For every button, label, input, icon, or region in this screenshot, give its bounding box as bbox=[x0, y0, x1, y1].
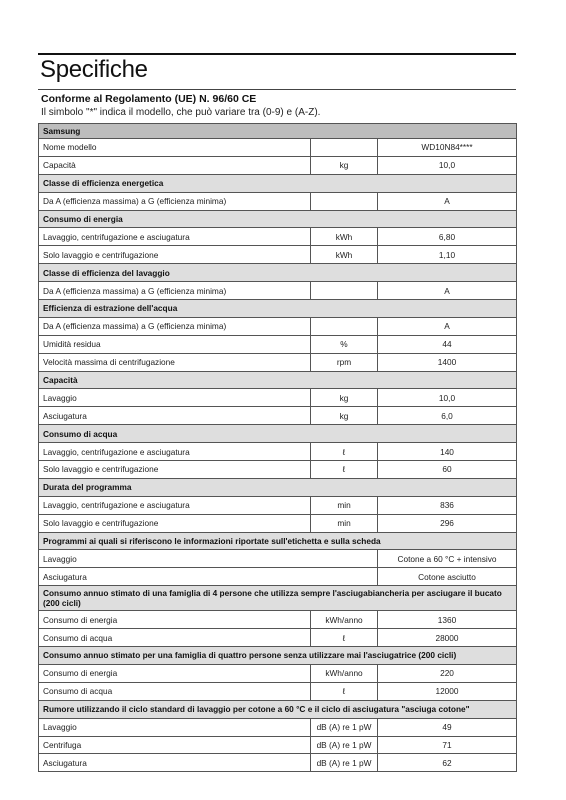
spec-value: 28000 bbox=[378, 629, 517, 647]
spec-unit: dB (A) re 1 pW bbox=[311, 718, 378, 736]
spec-unit: kg bbox=[311, 407, 378, 425]
spec-unit bbox=[311, 282, 378, 300]
spec-label: Lavaggio, centrifugazione e asciugatura bbox=[39, 443, 311, 461]
spec-label: Consumo di energia bbox=[39, 664, 311, 682]
spec-row bbox=[39, 282, 517, 300]
spec-unit bbox=[311, 139, 378, 157]
spec-row bbox=[39, 496, 517, 514]
spec-label: Da A (efficienza massima) a G (efficienza minima) bbox=[39, 282, 311, 300]
section-header: Programmi ai quali si riferiscono le informazioni riportate sull'etichetta e sulla scheda bbox=[39, 532, 517, 550]
spec-label: Consumo di acqua bbox=[39, 682, 311, 700]
spec-unit: dB (A) re 1 pW bbox=[311, 754, 378, 772]
spec-value: 10,0 bbox=[378, 389, 517, 407]
spec-label: Capacità bbox=[39, 156, 311, 174]
spec-label: Consumo di acqua bbox=[39, 629, 311, 647]
section-header-row bbox=[39, 264, 517, 282]
brand-label: Samsung bbox=[39, 124, 517, 139]
spec-value: 62 bbox=[378, 754, 517, 772]
spec-unit bbox=[311, 192, 378, 210]
section-header-row bbox=[39, 532, 517, 550]
spec-value: A bbox=[378, 317, 517, 335]
spec-unit: ℓ bbox=[311, 629, 378, 647]
spec-row bbox=[39, 461, 517, 479]
spec-label: Lavaggio bbox=[39, 718, 311, 736]
spec-label: Solo lavaggio e centrifugazione bbox=[39, 514, 311, 532]
spec-unit bbox=[311, 317, 378, 335]
spec-label: Velocità massima di centrifugazione bbox=[39, 353, 311, 371]
section-header: Durata del programma bbox=[39, 478, 517, 496]
spec-value: A bbox=[378, 282, 517, 300]
spec-unit: min bbox=[311, 496, 378, 514]
spec-unit: ℓ bbox=[311, 682, 378, 700]
spec-label: Consumo di energia bbox=[39, 611, 311, 629]
spec-row bbox=[39, 139, 517, 157]
spec-value: 12000 bbox=[378, 682, 517, 700]
section-header-row bbox=[39, 586, 517, 611]
brand-row bbox=[39, 124, 517, 139]
spec-unit: ℓ bbox=[311, 443, 378, 461]
spec-row bbox=[39, 156, 517, 174]
page-title: Specifiche bbox=[38, 53, 516, 90]
spec-value: Cotone a 60 °C + intensivo bbox=[378, 550, 517, 568]
section-header-row bbox=[39, 210, 517, 228]
spec-unit: min bbox=[311, 514, 378, 532]
spec-value: 1400 bbox=[378, 353, 517, 371]
spec-label: Lavaggio bbox=[39, 389, 311, 407]
spec-label: Solo lavaggio e centrifugazione bbox=[39, 246, 311, 264]
section-header: Consumo di acqua bbox=[39, 425, 517, 443]
spec-row bbox=[39, 407, 517, 425]
spec-label: Asciugatura bbox=[39, 568, 378, 586]
spec-row bbox=[39, 389, 517, 407]
spec-value: 60 bbox=[378, 461, 517, 479]
spec-value: 71 bbox=[378, 736, 517, 754]
spec-unit: kg bbox=[311, 156, 378, 174]
spec-value: 6,80 bbox=[378, 228, 517, 246]
spec-value: WD10N84**** bbox=[378, 139, 517, 157]
regulation-line: Conforme al Regolamento (UE) N. 96/60 CE bbox=[41, 93, 257, 105]
section-header: Rumore utilizzando il ciclo standard di lavaggio per cotone a 60 °C e il ciclo di asciugatura "asciuga cotone" bbox=[39, 700, 517, 718]
spec-value: 10,0 bbox=[378, 156, 517, 174]
spec-row bbox=[39, 317, 517, 335]
spec-unit: kWh bbox=[311, 228, 378, 246]
spec-label: Da A (efficienza massima) a G (efficienza minima) bbox=[39, 317, 311, 335]
spec-row bbox=[39, 246, 517, 264]
spec-label: Umidità residua bbox=[39, 335, 311, 353]
spec-row bbox=[39, 629, 517, 647]
spec-unit: kg bbox=[311, 389, 378, 407]
spec-value: 836 bbox=[378, 496, 517, 514]
spec-unit: kWh bbox=[311, 246, 378, 264]
spec-value: 6,0 bbox=[378, 407, 517, 425]
spec-value: 220 bbox=[378, 664, 517, 682]
spec-unit: dB (A) re 1 pW bbox=[311, 736, 378, 754]
spec-label: Centrifuga bbox=[39, 736, 311, 754]
spec-row bbox=[39, 353, 517, 371]
spec-row bbox=[39, 754, 517, 772]
spec-row bbox=[39, 192, 517, 210]
spec-label: Lavaggio, centrifugazione e asciugatura bbox=[39, 228, 311, 246]
spec-label: Lavaggio bbox=[39, 550, 378, 568]
spec-value: 140 bbox=[378, 443, 517, 461]
spec-label: Asciugatura bbox=[39, 754, 311, 772]
spec-unit: kWh/anno bbox=[311, 664, 378, 682]
spec-row bbox=[39, 335, 517, 353]
spec-value: Cotone asciutto bbox=[378, 568, 517, 586]
spec-row bbox=[39, 682, 517, 700]
section-header: Consumo annuo stimato per una famiglia di quattro persone senza utilizzare mai l'asciugatrice (200 cicli) bbox=[39, 647, 517, 665]
spec-label: Asciugatura bbox=[39, 407, 311, 425]
spec-row bbox=[39, 443, 517, 461]
section-header: Capacità bbox=[39, 371, 517, 389]
model-symbol-note: Il simbolo "*" indica il modello, che può variare tra (0-9) e (A-Z). bbox=[41, 107, 321, 118]
spec-label: Nome modello bbox=[39, 139, 311, 157]
spec-row bbox=[39, 550, 517, 568]
section-header-row bbox=[39, 371, 517, 389]
spec-row bbox=[39, 514, 517, 532]
section-header-row bbox=[39, 174, 517, 192]
intro-block bbox=[38, 90, 516, 123]
spec-value: 49 bbox=[378, 718, 517, 736]
spec-unit: ℓ bbox=[311, 461, 378, 479]
spec-row bbox=[39, 568, 517, 586]
spec-label: Solo lavaggio e centrifugazione bbox=[39, 461, 311, 479]
spec-value: 44 bbox=[378, 335, 517, 353]
spec-label: Lavaggio, centrifugazione e asciugatura bbox=[39, 496, 311, 514]
section-header-row bbox=[39, 478, 517, 496]
spec-row bbox=[39, 611, 517, 629]
spec-unit: rpm bbox=[311, 353, 378, 371]
spec-value: 296 bbox=[378, 514, 517, 532]
spec-unit: kWh/anno bbox=[311, 611, 378, 629]
spec-value: A bbox=[378, 192, 517, 210]
spec-table bbox=[38, 123, 517, 772]
section-header-row bbox=[39, 700, 517, 718]
spec-page bbox=[38, 53, 516, 772]
spec-value: 1360 bbox=[378, 611, 517, 629]
spec-unit: % bbox=[311, 335, 378, 353]
spec-label: Da A (efficienza massima) a G (efficienza minima) bbox=[39, 192, 311, 210]
section-header-row bbox=[39, 300, 517, 318]
section-header: Efficienza di estrazione dell'acqua bbox=[39, 300, 517, 318]
spec-value: 1,10 bbox=[378, 246, 517, 264]
spec-row bbox=[39, 718, 517, 736]
section-header: Classe di efficienza del lavaggio bbox=[39, 264, 517, 282]
section-header: Consumo di energia bbox=[39, 210, 517, 228]
section-header-row bbox=[39, 425, 517, 443]
section-header-row bbox=[39, 647, 517, 665]
spec-row bbox=[39, 664, 517, 682]
section-header: Classe di efficienza energetica bbox=[39, 174, 517, 192]
section-header: Consumo annuo stimato di una famiglia di 4 persone che utilizza sempre l'asciugabiancheria per asciugare il bucato (200 cicli) bbox=[39, 586, 517, 611]
spec-row bbox=[39, 228, 517, 246]
spec-row bbox=[39, 736, 517, 754]
